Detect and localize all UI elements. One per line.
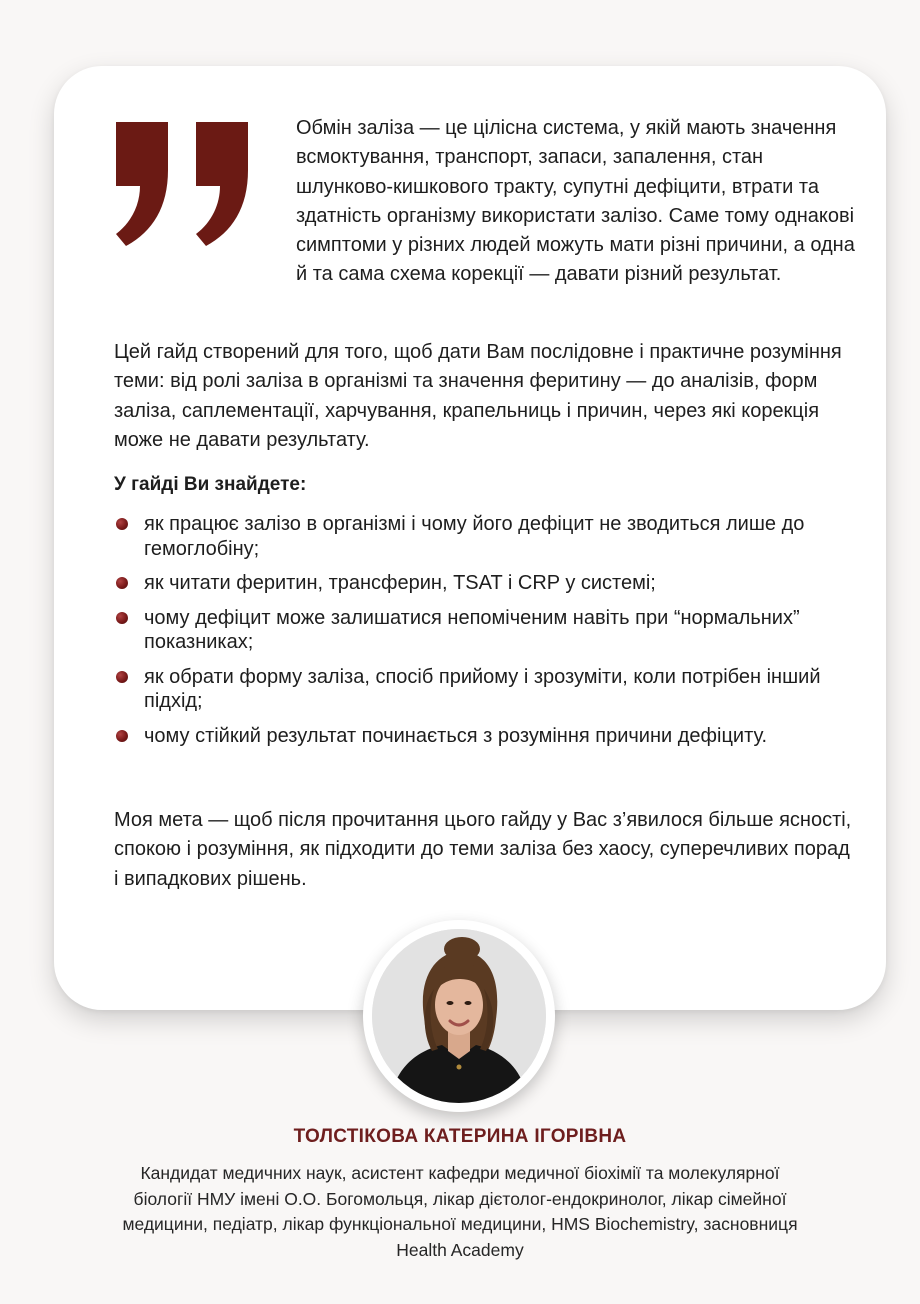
intro-paragraph: Обмін заліза — це цілісна система, у якій мають значення всмоктування, транспорт, запаси, запалення, стан шлунково-кишкового тракту, супутні дефіцити, втрати та здатність організму використати залізо. Саме тому однакові симптоми у різних людей можуть мати різні причини, а одна й та сама схема корекції — давати різний результат. bbox=[296, 117, 855, 286]
list-item-text: як обрати форму заліза, спосіб прийому і зрозуміти, коли потрібен інший підхід; bbox=[144, 665, 821, 712]
author-name: ТОЛСТІКОВА КАТЕРИНА ІГОРІВНА bbox=[293, 1126, 627, 1147]
bullet-icon bbox=[116, 612, 128, 624]
list-item-text: як читати феритин, трансферин, TSAT і CRP у системі; bbox=[144, 572, 656, 594]
bullet-icon bbox=[116, 518, 128, 530]
purpose-paragraph: Цей гайд створений для того, щоб дати Вам послідовне і практичне розуміння теми: від ролі заліза в організмі та значення феритину — до аналізів, форм заліза, саплементації, харчування, крапельниць і причин, через які корекція може не давати результату. bbox=[114, 341, 842, 451]
author-bio: Кандидат медичних наук, асистент кафедри медичної біохімії та молекулярної біології НМУ імені О.О. Богомольця, лікар дієтолог-ендокринолог, лікар сімейної медицини, педіатр, лікар функціональної медицини, HMS Biochemistry, засновниця Health Academy bbox=[122, 1163, 798, 1260]
topics-list bbox=[114, 512, 854, 758]
list-item bbox=[114, 665, 854, 714]
bullet-icon bbox=[116, 730, 128, 742]
author-photo bbox=[372, 929, 546, 1103]
list-item bbox=[114, 512, 854, 561]
author-avatar bbox=[363, 920, 555, 1112]
list-item-text: як працює залізо в організмі і чому його дефіцит не зводиться лише до гемоглобіну; bbox=[144, 513, 805, 560]
list-item bbox=[114, 606, 854, 655]
list-heading: У гайді Ви знайдете: bbox=[114, 474, 307, 495]
list-item bbox=[114, 571, 854, 596]
list-item bbox=[114, 724, 854, 749]
portrait-illustration bbox=[372, 929, 546, 1103]
bullet-icon bbox=[116, 577, 128, 589]
double-closing-quote-icon bbox=[112, 120, 252, 248]
list-item-text: чому дефіцит може залишатися непоміченим навіть при “нормальних” показниках; bbox=[144, 606, 800, 653]
bullet-icon bbox=[116, 671, 128, 683]
closing-paragraph: Моя мета — щоб після прочитання цього гайду у Вас з’явилося більше ясності, спокою і розуміння, як підходити до теми заліза без хаосу, суперечливих порад і випадкових рішень. bbox=[114, 809, 852, 890]
list-item-text: чому стійкий результат починається з розуміння причини дефіциту. bbox=[144, 724, 768, 747]
